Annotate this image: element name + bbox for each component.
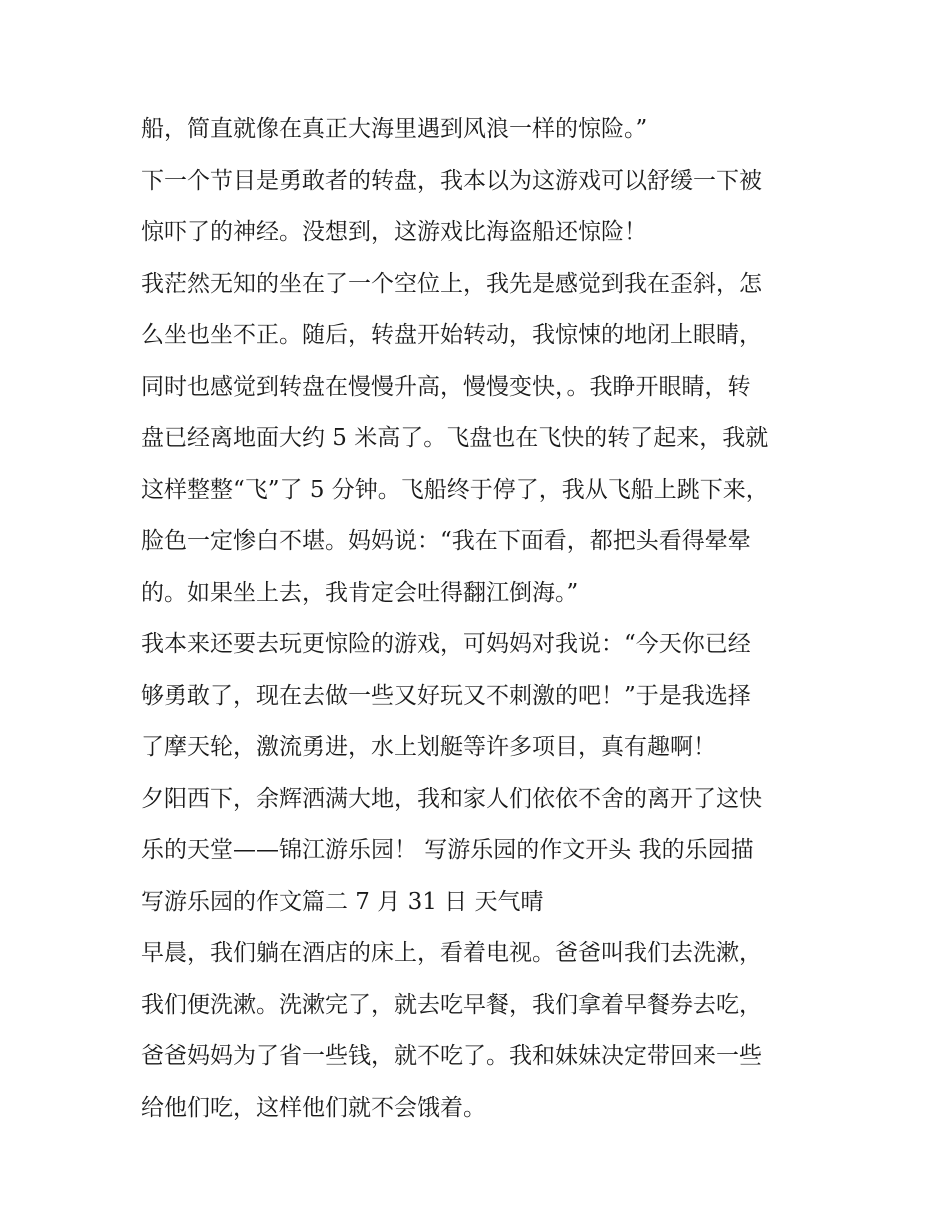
essay-text [141,104,831,1134]
text-line: 这样整整“飞”了 5 分钟。飞船终于停了，我从飞船上跳下来， [141,476,769,503]
text-line: 同时也感觉到转盘在慢慢升高，慢慢变快，。我睁开眼睛，转 [141,373,751,400]
text-line: 早晨，我们躺在酒店的床上，看着电视。爸爸叫我们去洗漱， [141,940,762,966]
text-line: 盘已经离地面大约 5 米高了。飞盘也在飞快的转了起来，我就 [141,425,769,451]
text-line: 给他们吃，这样他们就不会饿着。 [141,1094,486,1121]
text-line: 夕阳西下，余辉洒满大地，我和家人们依依不舍的离开了这快 [141,785,762,812]
text-line: 下一个节目是勇敢者的转盘，我本以为这游戏可以舒缓一下被 [141,167,762,194]
text-line: 惊吓了的神经。没想到，这游戏比海盗船还惊险！ [141,219,647,245]
text-line: 乐的天堂——锦江游乐园！ 写游乐园的作文开头 我的乐园描 [141,837,754,863]
text-line: 么坐也坐不正。随后，转盘开始转动，我惊悚的地闭上眼睛， [141,322,762,348]
text-line: 写游乐园的作文篇二 7 月 31 日 天气晴 [141,888,544,915]
text-line: 我茫然无知的坐在了一个空位上，我先是感觉到我在歪斜，怎 [141,270,762,297]
text-line: 脸色一定惨白不堪。妈妈说：“我在下面看，都把头看得晕晕 [141,528,751,554]
text-line: 的。如果坐上去，我肯定会吐得翻江倒海。” [141,579,579,606]
text-line: 了摩天轮，激流勇进，水上划艇等许多项目，真有趣啊！ [141,734,716,760]
text-line: 爸爸妈妈为了省一些钱，就不吃了。我和妹妹决定带回来一些 [141,1043,762,1069]
text-line: 我本来还要去玩更惊险的游戏，可妈妈对我说：“今天你已经 [141,631,751,657]
text-line: 我们便洗漱。洗漱完了，就去吃早餐，我们拿着早餐券去吃， [141,991,762,1018]
text-line: 够勇敢了，现在去做一些又好玩又不刺激的吧！”于是我选择 [141,682,751,709]
text-line: 船，简直就像在真正大海里遇到风浪一样的惊险。” [141,116,648,142]
